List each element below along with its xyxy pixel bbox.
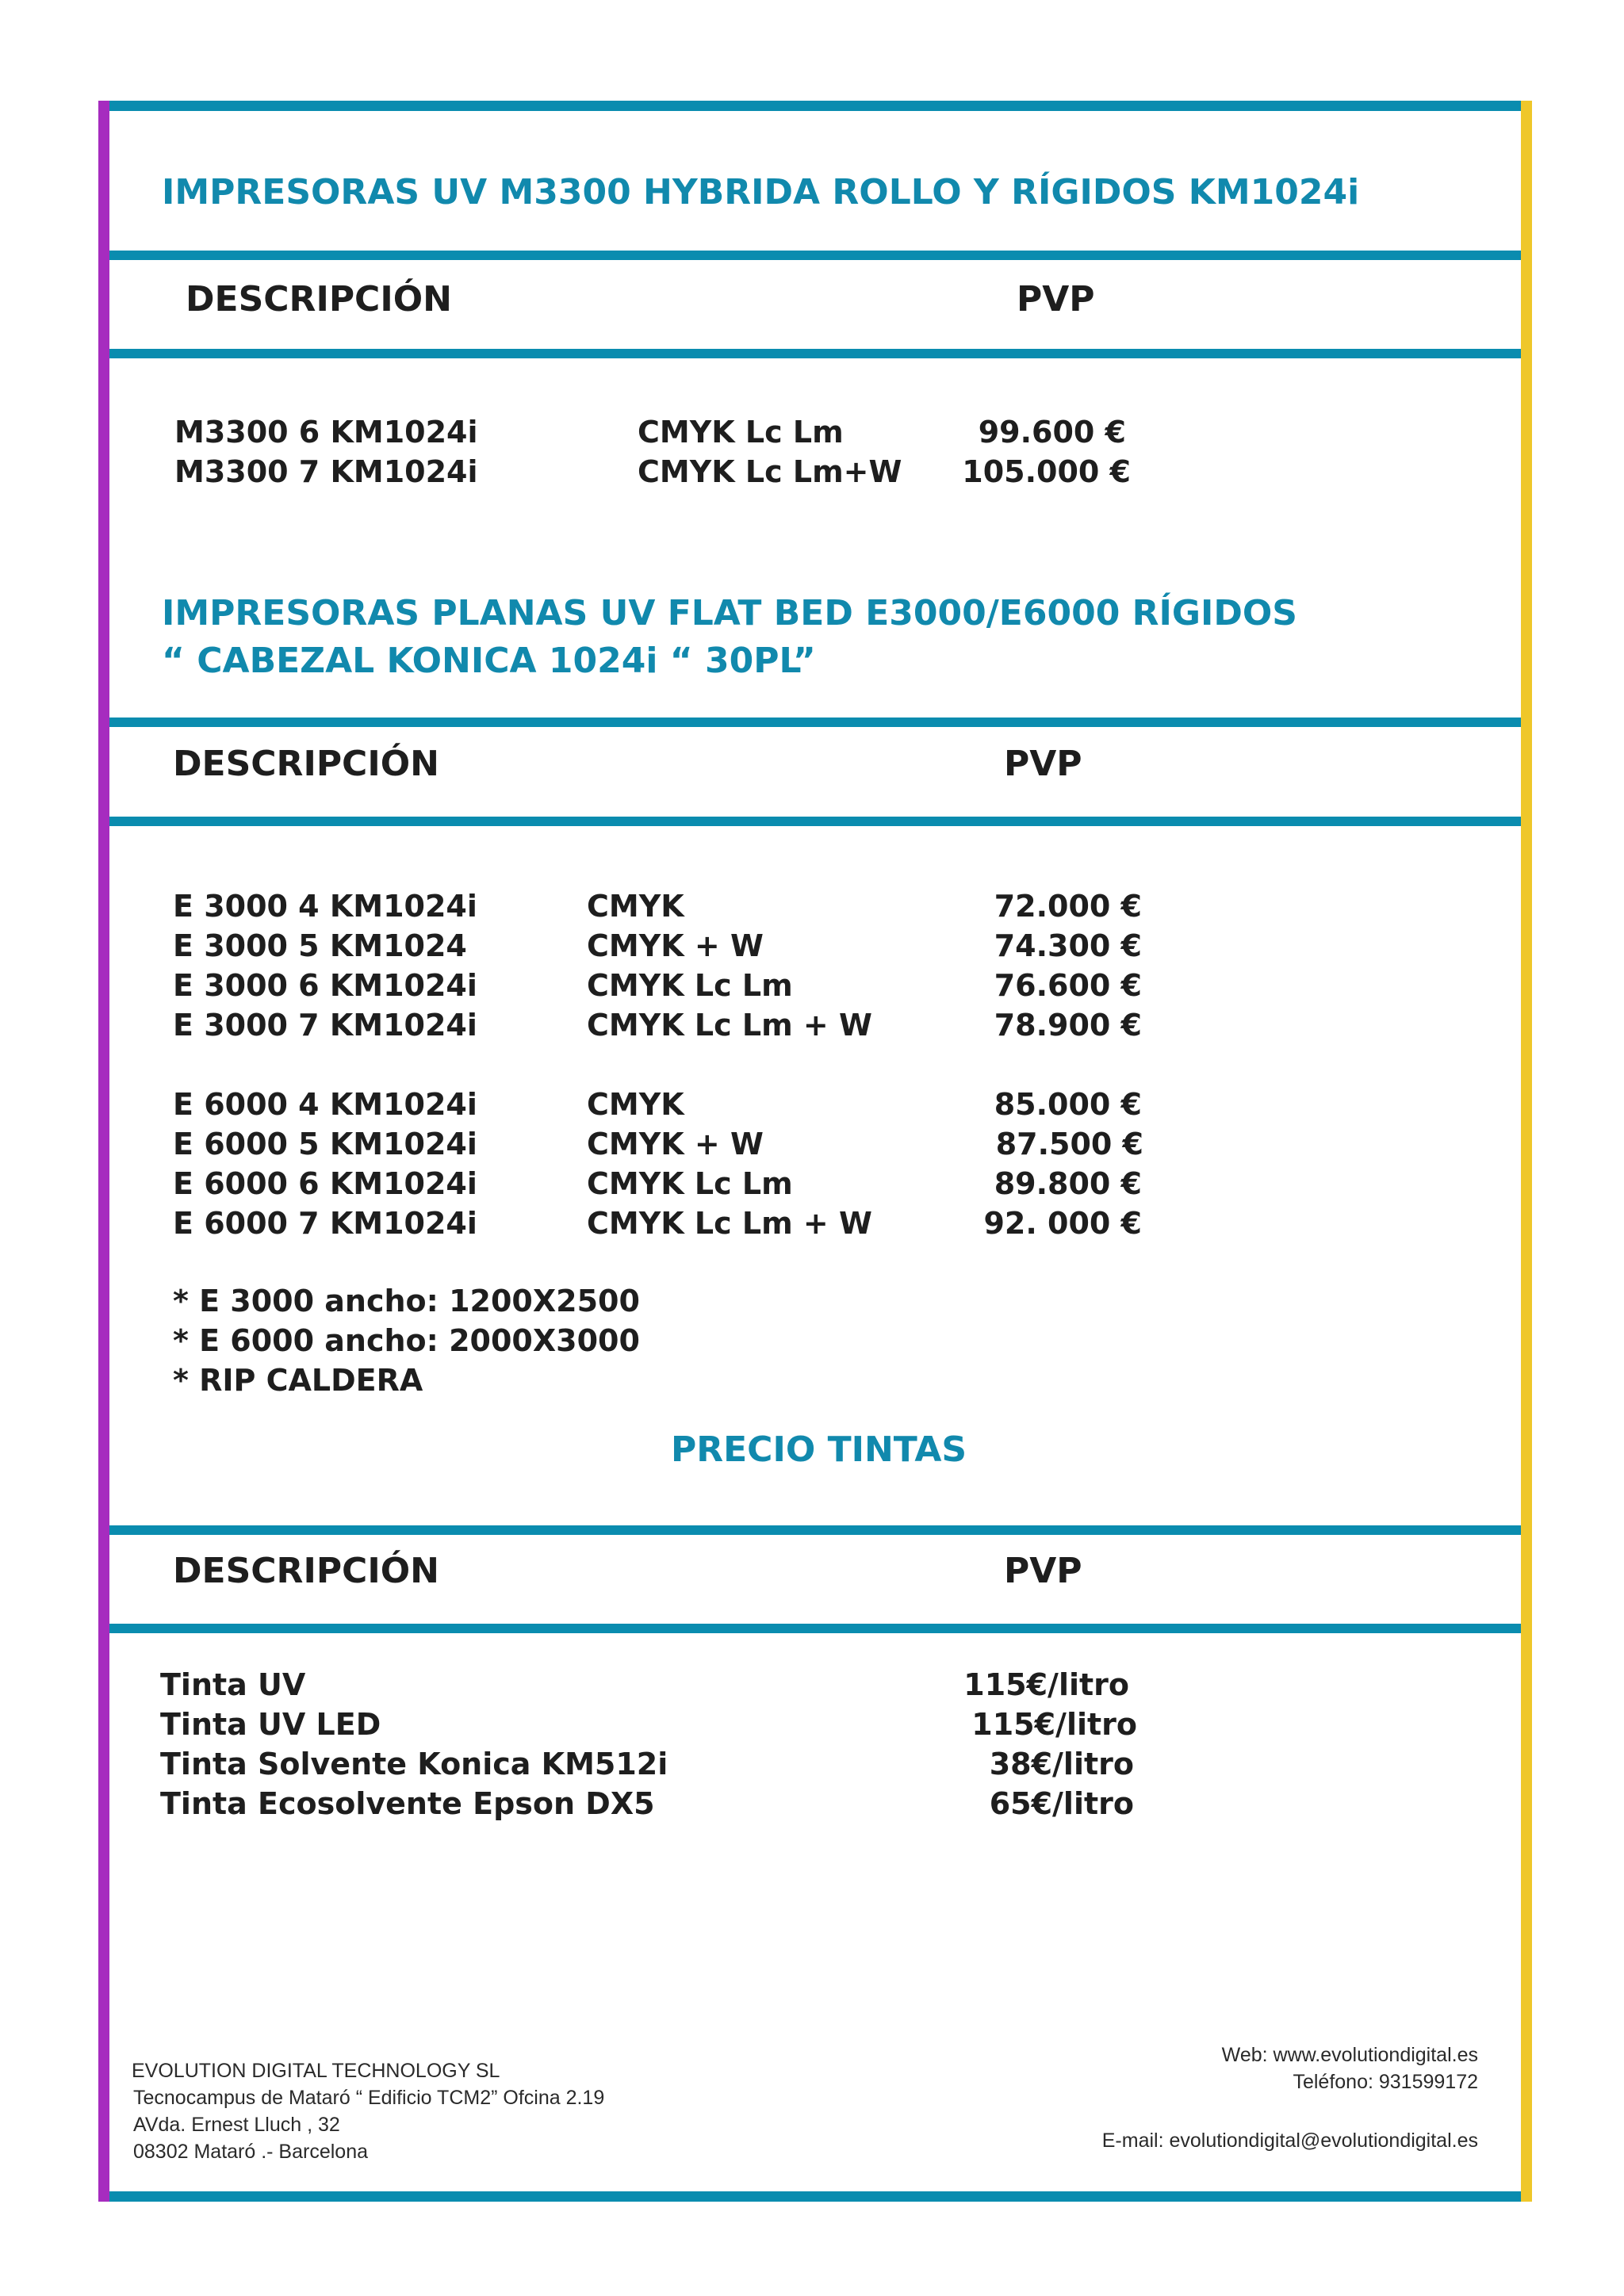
price-value: 38€/litro [989,1747,1134,1781]
color-config: CMYK Lc Lm + W [587,1206,872,1241]
footer-address-line1: Tecnocampus de Mataró “ Edificio TCM2” Ofcina 2.19 [133,2087,605,2109]
footer-web-link[interactable]: Web: www.evolutiondigital.es [1221,2044,1478,2066]
model-name: E 6000 5 KM1024i [173,1127,477,1161]
ink-name: Tinta UV [160,1667,306,1702]
color-config: CMYK Lc Lm [638,415,844,450]
color-config: CMYK Lc Lm + W [587,1008,872,1043]
section1-header-bottom-rule [109,349,1521,358]
table-row [0,1085,1624,1124]
spec-note: * E 3000 ancho: 1200X2500 [173,1284,640,1318]
price-value: 92. 000 € [983,1206,1142,1241]
table-row [0,926,1624,966]
model-name: E 3000 4 KM1024i [173,889,477,924]
model-name: M3300 6 KM1024i [174,415,478,450]
section2-header-bottom-rule [109,817,1521,826]
price-value: 72.000 € [994,889,1142,924]
model-name: E 3000 6 KM1024i [173,968,477,1003]
table-row [0,966,1624,1005]
table-row [0,1744,1624,1784]
section2-header-top-rule [109,718,1521,727]
table-row [0,452,1624,492]
model-name: M3300 7 KM1024i [174,454,478,489]
price-value: 115€/litro [963,1667,1129,1702]
model-name: E 6000 7 KM1024i [173,1206,477,1241]
frame-top-border [98,101,1532,111]
table-row [0,412,1624,452]
ink-name: Tinta UV LED [160,1707,381,1742]
footer-email-link[interactable]: E-mail: evolutiondigital@evolutiondigital.es [1101,2130,1478,2152]
price-value: 105.000 € [962,454,1131,489]
color-config: CMYK + W [587,1127,764,1161]
section1-header-top-rule [109,251,1521,260]
table-row [0,1164,1624,1203]
footer-phone: Teléfono: 931599172 [1293,2071,1478,2093]
model-name: E 3000 7 KM1024i [173,1008,477,1043]
table-row [0,886,1624,926]
spec-note: * E 6000 ancho: 2000X3000 [173,1323,640,1358]
table-row [0,1203,1624,1243]
price-value: 99.600 € [978,415,1126,450]
model-name: E 6000 4 KM1024i [173,1087,477,1122]
table-row [0,1665,1624,1705]
table-row [0,1005,1624,1045]
spec-note: * RIP CALDERA [173,1363,423,1398]
price-value: 85.000 € [994,1087,1142,1122]
section1-col-price: PVP [1017,279,1095,320]
section2-title-line1: IMPRESORAS PLANAS UV FLAT BED E3000/E6000 RÍGIDOS [162,593,1297,633]
price-value: 89.800 € [994,1166,1142,1201]
section3-header-top-rule [109,1525,1521,1535]
section2-title-line2: “ CABEZAL KONICA 1024i “ 30PL” [162,641,816,681]
price-value: 87.500 € [995,1127,1143,1161]
section1-title: IMPRESORAS UV M3300 HYBRIDA ROLLO Y RÍGIDOS KM1024i [162,172,1360,212]
ink-name: Tinta Solvente Konica KM512i [160,1747,668,1781]
section2-col-price: PVP [1004,744,1082,784]
color-config: CMYK Lc Lm+W [638,454,902,489]
section3-col-description: DESCRIPCIÓN [173,1551,439,1591]
price-value: 78.900 € [994,1008,1142,1043]
model-name: E 3000 5 KM1024 [173,928,467,963]
footer-address-line3: 08302 Mataró .- Barcelona [133,2141,369,2163]
color-config: CMYK [587,889,684,924]
price-value: 115€/litro [971,1707,1137,1742]
footer-address-line2: AVda. Ernest Lluch , 32 [133,2114,340,2136]
price-value: 65€/litro [989,1786,1134,1821]
section1-col-description: DESCRIPCIÓN [186,279,452,320]
price-value: 74.300 € [994,928,1142,963]
price-value: 76.600 € [994,968,1142,1003]
table-row [0,1124,1624,1164]
frame-bottom-border [98,2191,1532,2202]
model-name: E 6000 6 KM1024i [173,1166,477,1201]
color-config: CMYK Lc Lm [587,1166,793,1201]
section3-col-price: PVP [1004,1551,1082,1591]
footer-company-name: EVOLUTION DIGITAL TECHNOLOGY SL [132,2060,500,2082]
table-row [0,1705,1624,1744]
color-config: CMYK [587,1087,684,1122]
table-row [0,1784,1624,1823]
color-config: CMYK + W [587,928,764,963]
color-config: CMYK Lc Lm [587,968,793,1003]
section2-col-description: DESCRIPCIÓN [173,744,439,784]
ink-name: Tinta Ecosolvente Epson DX5 [160,1786,655,1821]
section3-title: PRECIO TINTAS [671,1429,967,1470]
section3-header-bottom-rule [109,1624,1521,1633]
